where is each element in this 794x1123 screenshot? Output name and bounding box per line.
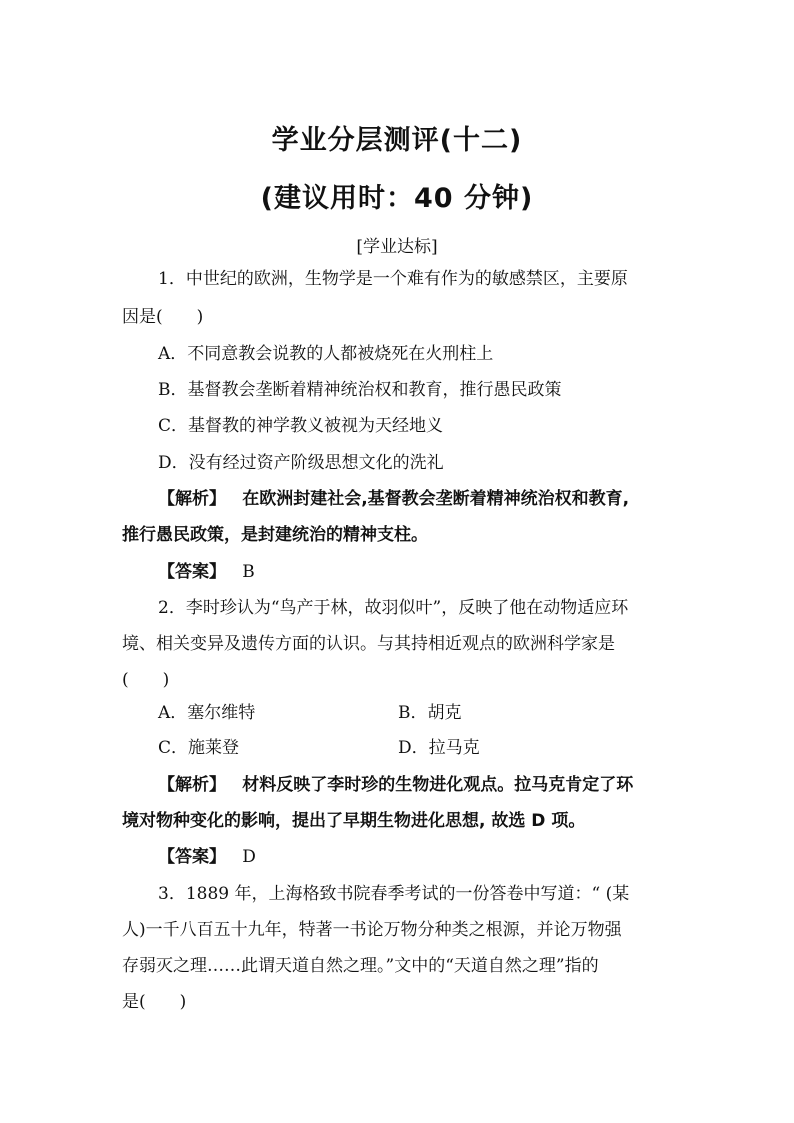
analysis-label: 【解析】 bbox=[158, 775, 226, 795]
question-1-stem-line-1: 1．中世纪的欧洲，生物学是一个难有作为的敏感禁区，主要原 bbox=[158, 269, 628, 289]
answer-value: B bbox=[242, 562, 255, 582]
question-1-analysis-line-2: 推行愚民政策，是封建统治的精神支柱。 bbox=[122, 525, 428, 545]
page-subtitle: (建议用时：40 分钟) bbox=[260, 183, 534, 214]
question-1-option-b: B．基督教会垄断着精神统治权和教育，推行愚民政策 bbox=[158, 380, 562, 400]
question-2-option-c: C．施莱登 bbox=[158, 738, 240, 758]
question-1-option-d: D．没有经过资产阶级思想文化的洗礼 bbox=[158, 453, 444, 473]
question-2-stem-line-2: 境、相关变异及遗传方面的认识。与其持相近观点的欧洲科学家是 bbox=[122, 634, 615, 654]
question-3-stem-line-1: 3．1889 年，上海格致书院春季考试的一份答卷中写道：“ (某 bbox=[158, 884, 630, 904]
answer-value: D bbox=[242, 847, 256, 867]
answer-label: 【答案】 bbox=[158, 562, 226, 582]
question-2-answer bbox=[158, 845, 256, 869]
question-3-stem-line-3: 存弱灭之理……此谓天道自然之理。”文中的“天道自然之理”指的 bbox=[122, 956, 599, 976]
question-2-analysis-line-2: 境对物种变化的影响，提出了早期生物进化思想, 故选 D 项。 bbox=[122, 811, 586, 831]
question-2-option-d: D．拉马克 bbox=[398, 738, 480, 758]
question-1-answer bbox=[158, 560, 255, 584]
analysis-text: 在欧洲封建社会,基督教会垄断着精神统治权和教育, bbox=[242, 489, 630, 509]
question-1-stem-line-2: 因是( ) bbox=[122, 307, 204, 327]
analysis-text: 材料反映了李时珍的生物进化观点。拉马克肯定了环 bbox=[242, 775, 634, 795]
question-3-stem-line-2: 人)一千八百五十九年，特著一书论万物分种类之根源，并论万物强 bbox=[122, 920, 622, 940]
analysis-label: 【解析】 bbox=[158, 489, 226, 509]
question-1-option-a: A．不同意教会说教的人都被烧死在火刑柱上 bbox=[158, 344, 494, 364]
question-1-analysis-line-1 bbox=[158, 487, 629, 511]
question-1-option-c: C．基督教的神学教义被视为天经地义 bbox=[158, 416, 444, 436]
question-2-stem-line-3: ( ) bbox=[122, 670, 170, 690]
question-2-analysis-line-1 bbox=[158, 773, 633, 797]
answer-label: 【答案】 bbox=[158, 847, 226, 867]
section-heading: [学业达标] bbox=[356, 237, 438, 257]
page-title: 学业分层测评(十二) bbox=[271, 125, 523, 156]
question-3-stem-line-4: 是( ) bbox=[122, 992, 187, 1012]
question-2-option-a: A．塞尔维特 bbox=[158, 703, 256, 723]
question-2-option-b: B．胡克 bbox=[398, 703, 462, 723]
question-2-stem-line-1: 2．李时珍认为“鸟产于林，故羽似叶”，反映了他在动物适应环 bbox=[158, 598, 629, 618]
